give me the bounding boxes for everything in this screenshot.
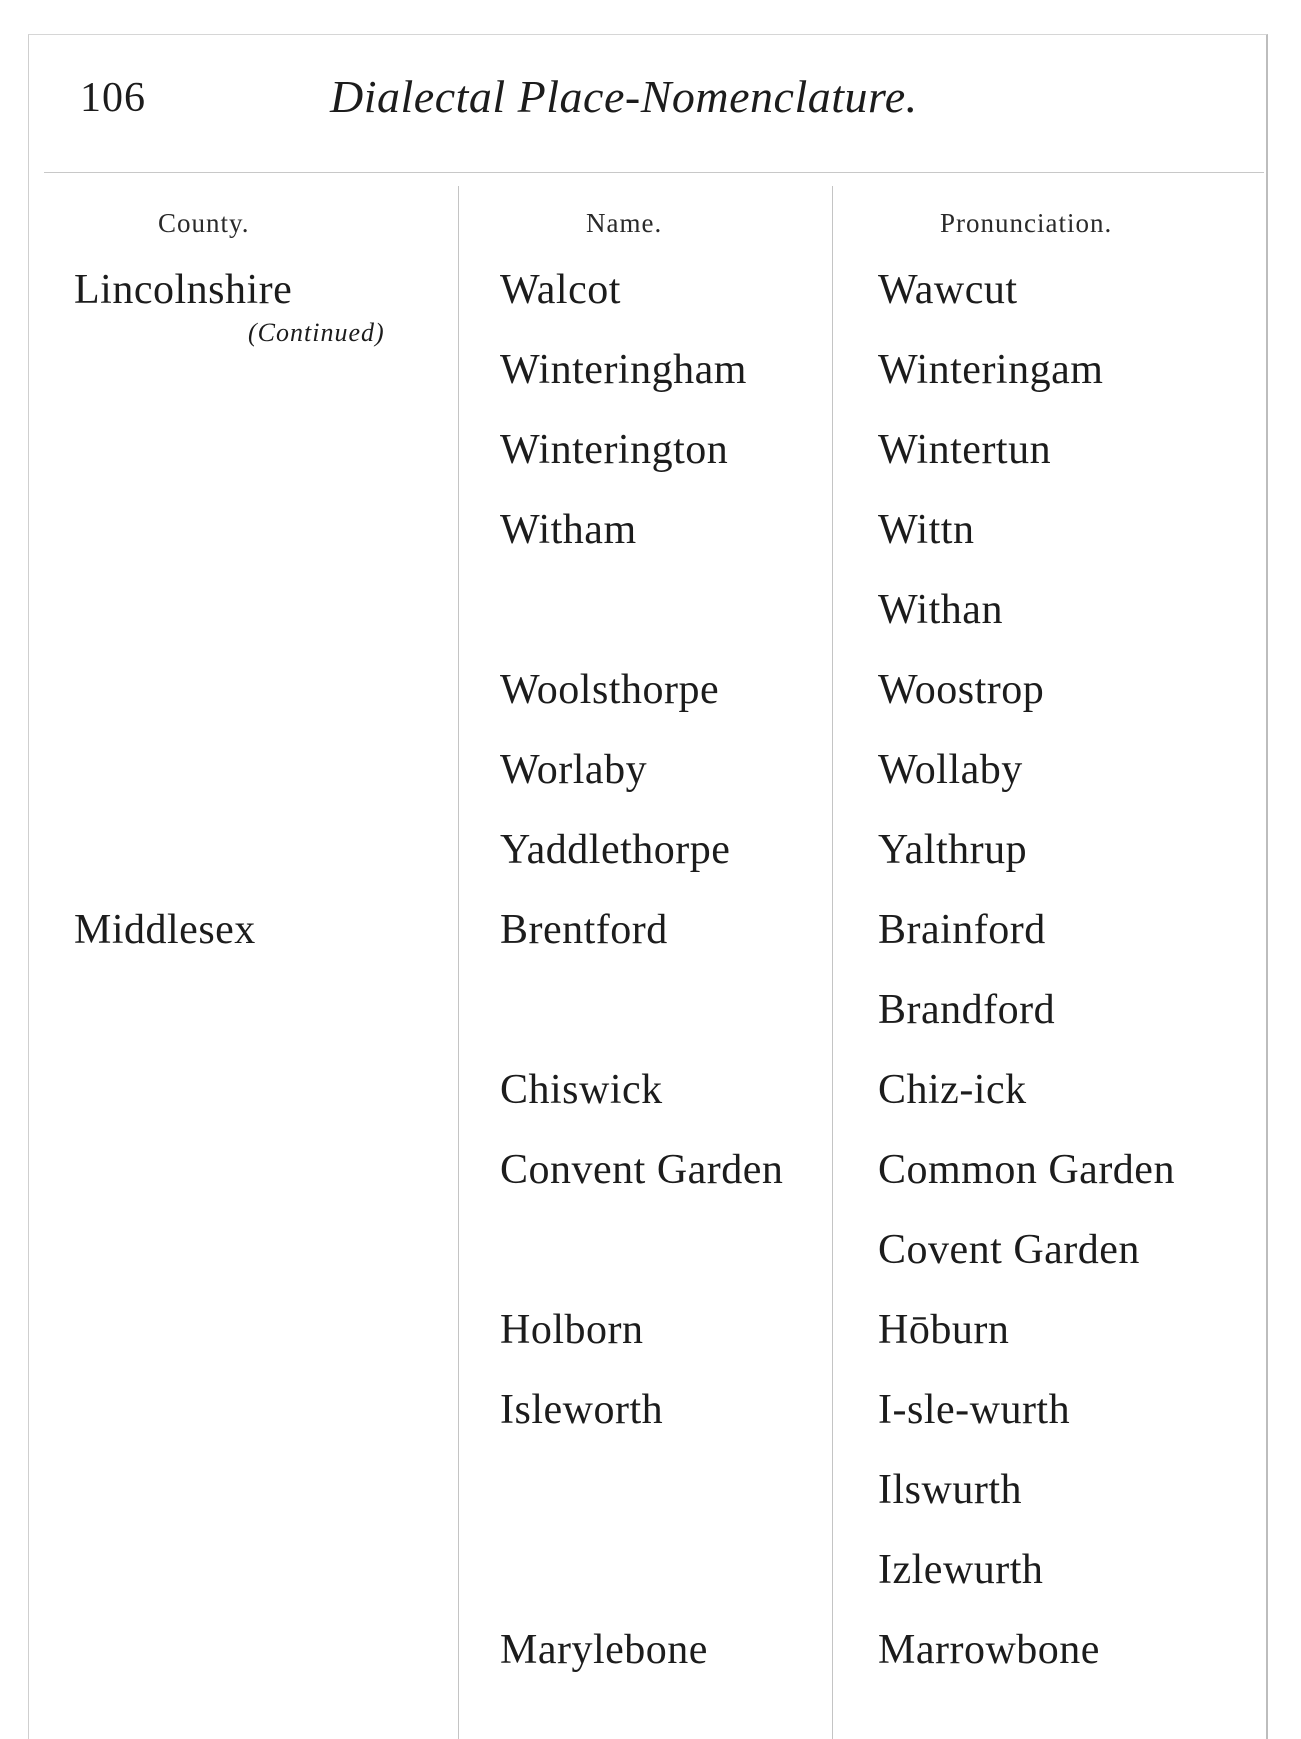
place-pronunciation: Yalthrup [878, 827, 1028, 873]
place-name: Marylebone [500, 1627, 708, 1673]
place-name: Yaddlethorpe [500, 827, 731, 873]
county-lincolnshire: Lincolnshire [74, 267, 293, 313]
place-name: Convent Garden [500, 1147, 784, 1193]
place-name: Chiswick [500, 1067, 663, 1113]
column-divider-county-name [458, 186, 459, 1739]
place-pronunciation: Woostrop [878, 667, 1045, 713]
place-name: Winteringham [500, 347, 747, 393]
column-header-name: Name. [586, 208, 663, 238]
place-pronunciation: I-sle-wurth [878, 1387, 1071, 1433]
place-name: Woolsthorpe [500, 667, 720, 713]
county-continued-note: (Continued) [248, 318, 385, 347]
place-pronunciation: Marrowbone [878, 1627, 1100, 1673]
page-number: 106 [80, 75, 146, 121]
place-pronunciation: Covent Garden [878, 1227, 1140, 1273]
place-name: Isleworth [500, 1387, 664, 1433]
place-pronunciation: Wittn [878, 507, 975, 553]
column-divider-name-pronunciation [832, 186, 833, 1739]
place-pronunciation: Wintertun [878, 427, 1052, 473]
place-pronunciation: Wawcut [878, 267, 1018, 313]
column-header-pronunciation: Pronunciation. [940, 208, 1113, 238]
place-pronunciation: Hōburn [878, 1307, 1010, 1353]
place-name: Witham [500, 507, 637, 553]
place-pronunciation: Common Garden [878, 1147, 1175, 1193]
place-pronunciation: Brainford [878, 907, 1046, 953]
county-middlesex: Middlesex [74, 907, 256, 953]
place-pronunciation: Izlewurth [878, 1547, 1044, 1593]
place-name: Winterington [500, 427, 729, 473]
place-pronunciation: Withan [878, 587, 1003, 633]
place-pronunciation: Ilswurth [878, 1467, 1022, 1513]
column-header-county: County. [158, 208, 250, 238]
place-name: Worlaby [500, 747, 648, 793]
place-name: Brentford [500, 907, 668, 953]
place-pronunciation: Winteringam [878, 347, 1104, 393]
place-name: Walcot [500, 267, 621, 313]
place-name: Holborn [500, 1307, 644, 1353]
header-rule [44, 172, 1264, 173]
running-title: Dialectal Place-Nomenclature. [330, 71, 918, 122]
place-pronunciation: Wollaby [878, 747, 1023, 793]
place-pronunciation: Chiz-ick [878, 1067, 1027, 1113]
place-pronunciation: Brandford [878, 987, 1056, 1033]
